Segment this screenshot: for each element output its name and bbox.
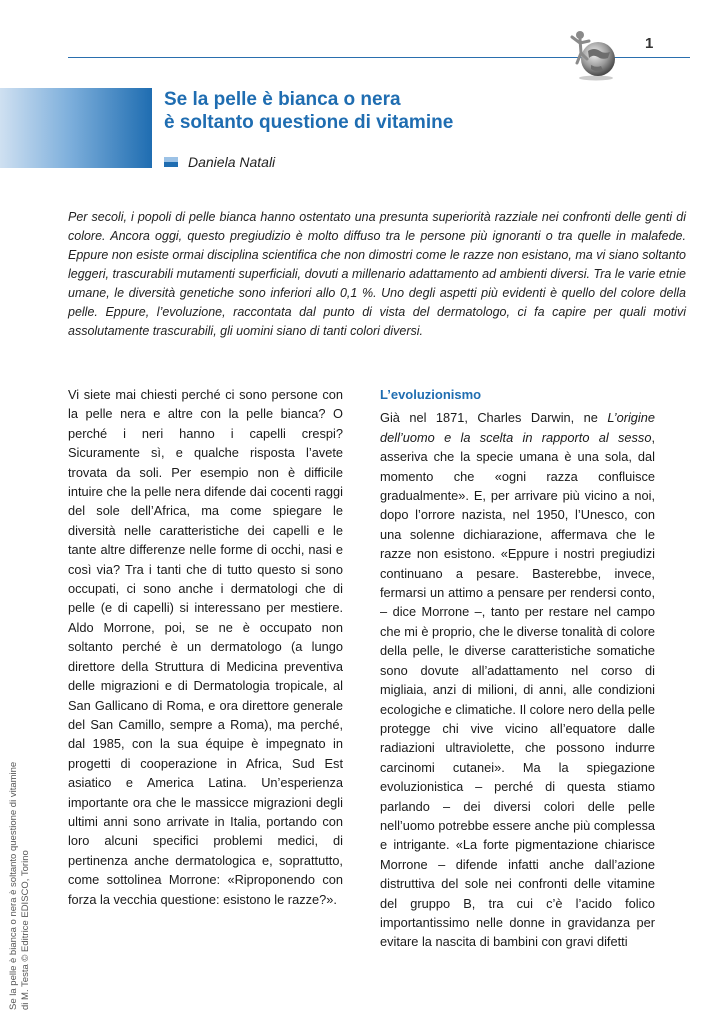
- globe-figure-icon: [566, 27, 624, 81]
- right-text-part-2: , asseriva che la specie umana è una sola, dal momento che «ogni razza confluisce gradualmente». E, per arrivare più vicino a noi, dopo l’orrore nazista, nel 1950, l’Unesco, con una solenne dichiarazione, affermava che le razze non esistono. «Eppure i nostri pregiudizi continuano a pesare. Basterebbe, invece, fermarsi un attimo a pensare per rendersi conto, – dice Morrone –, tanto per restare nel campo che mi è proprio, che le diverse tonalità di colore della pelle, le diverse caratteristiche somatiche sono dovute all’adattamento nel corso di migliaia, anzi di milioni, di anni, alle condizioni ecologiche e climatiche. Il colore nero della pelle protegge chi vive vicino all’equatore dalle radiazioni ultraviolette, che possono indurre carcinomi cutanei». Ma la spiegazione evoluzionistica – perché di questa stiamo parlando – dei diversi colori delle pelle nell’uomo potrebbe essere anche più complessa e intrigante. «La forte pigmentazione chiarisce Morrone – difende infatti anche dall’azione distruttiva del sole nei confronti delle vitamine del gruppo B, tra cui c’è l’acido folico importantissimo nelle donne in gravidanza per evitare la nascita di bambini con gravi difetti: [380, 429, 655, 950]
- author-marker-icon: [164, 157, 178, 167]
- right-column: [380, 385, 655, 952]
- author-byline: [164, 154, 275, 170]
- author-name: Daniela Natali: [188, 154, 276, 170]
- section-heading: L’evoluzionismo: [380, 387, 482, 402]
- title-line-1: Se la pelle è bianca o nera: [164, 89, 401, 110]
- right-column-text: [380, 408, 655, 951]
- right-text-part-1: Già nel 1871, Charles Darwin, ne: [380, 410, 608, 426]
- title-line-2: è soltanto questione di vitamine: [164, 112, 454, 133]
- left-column-text: Vi siete mai chiesti perché ci sono persone con la pelle nera e altre con la pelle bianca? O perché i neri hanno i capelli crespi? Sicuramente sì, e qualche risposta l’avete trovata da soli. Per esempio non è difficile intuire che la pelle nera difende dai cocenti raggi del sole dell’Africa, ma come spiegare le diversità nelle caratteristiche dei capelli e le tante altre differenze nelle forme di occhi, nasi e così via? Tra i tanti che di tutto questo si sono occupati, ci sono anche i dermatologi che di pelle (e di capelli) si interessano per mestiere. Aldo Morrone, poi, se ne è occupato non soltanto perché è un dermatologo (a lungo direttore della Struttura di Medicina preventiva delle migrazioni e di Dermatologia tropicale, al San Gallicano di Roma, e ora direttore generale del San Camillo, sempre a Roma), ma perché, dal 1985, con la sua équipe è impegnato in progetti di cooperazione in Africa, Sud Est asiatico e America Latina. Un’esperienza importante ora che le massicce migrazioni degli ultimi anni sono arrivate in Italia, portando con loro alcuni specifici problemi medici, di pertinenza anche dermatologica e, soprattutto, come sottolinea Morrone: «Riproponendo con forza la vecchia questione: esistono le razze?».: [68, 387, 343, 907]
- page-number: 1: [645, 35, 654, 52]
- sidebar-credit: [8, 762, 32, 1010]
- credit-line-2: di M. Testa © Editrice EDISCO, Torino: [20, 850, 31, 1010]
- title-band: [0, 88, 152, 168]
- book-title: L’origine dell’uomo e la scelta in rapporto al sesso: [380, 410, 655, 445]
- credit-line-1: Se la pelle è bianca o nera è soltanto questione di vitamine: [8, 761, 19, 1010]
- left-column: [68, 385, 343, 909]
- article-title: [164, 88, 684, 134]
- article-abstract: Per secoli, i popoli di pelle bianca hanno ostentato una presunta superiorità razziale nei confronti delle genti di colore. Ancora oggi, questo pregiudizio è molto diffuso tra le persone più ignoranti o tra quelle in malafede. Eppure non esiste ormai disciplina scientifica che non dimostri come le razze non esistano, ma vi siano soltanto leggeri, trascurabili mutamenti superficiali, dovuti a millenario adattamento ad ambienti diversi. Tra le varie etnie umane, le diversità genetiche sono inferiori allo 0,1 %. Uno degli aspetti più evidenti è quello del colore della pelle. Eppure, l’evoluzione, raccontata dal punto di vista del dermatologo, ci fa capire per quali motivi assolutamente trascurabili, gli uomini siano di tanti colori diversi.: [68, 210, 686, 338]
